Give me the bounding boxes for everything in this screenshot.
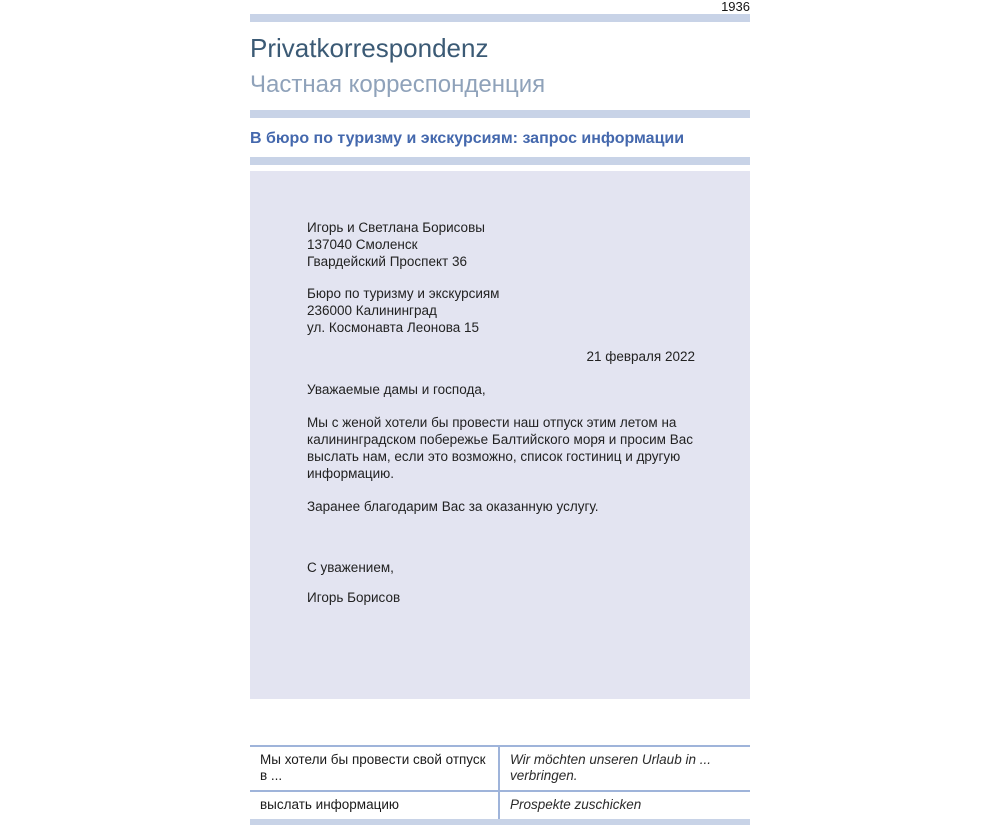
- page-title-russian: Частная корреспонденция: [250, 71, 546, 98]
- letter-signature: Игорь Борисов: [307, 590, 401, 605]
- page-number: 1936: [721, 0, 750, 14]
- phrase-german: Wir möchten unseren Urlaub in ... verbringen.: [510, 752, 711, 783]
- table-row: [250, 747, 750, 792]
- sender-address-line: 137040 Смоленск: [307, 237, 418, 252]
- letter-salutation: Уважаемые дамы и господа,: [307, 382, 486, 397]
- phrase-russian: Мы хотели бы провести свой отпуск в ...: [250, 747, 500, 790]
- recipient-address-block: [307, 285, 695, 336]
- letter-paragraph: Заранее благодарим Вас за оказанную услугу.: [307, 499, 599, 514]
- content-column: [250, 0, 750, 825]
- sender-address-block: [307, 219, 695, 270]
- page-title-german: Privatkorrespondenz: [250, 33, 489, 63]
- subtitle-accent-bar: [250, 110, 750, 118]
- phrase-german: Prospekte zuschicken: [510, 797, 642, 812]
- table-row: [250, 792, 750, 819]
- recipient-address-line: Бюро по туризму и экскурсиям: [307, 286, 500, 301]
- phrase-table: [250, 745, 750, 819]
- section-heading: В бюро по туризму и экскурсиям: запрос информации: [250, 130, 685, 147]
- recipient-address-line: 236000 Калининград: [307, 303, 437, 318]
- letter-date: 21 февраля 2022: [586, 349, 695, 364]
- sender-address-line: Гвардейский Проспект 36: [307, 254, 467, 269]
- sample-letter-card: [250, 171, 750, 699]
- phrase-russian: выслать информацию: [250, 792, 500, 819]
- sender-address-line: Игорь и Светлана Борисовы: [307, 220, 485, 235]
- letter-paragraph: Мы с женой хотели бы провести наш отпуск этим летом на калининградском побережье Балтийского моря и просим Вас выслать нам, если это возможно, список гостиниц и другую информацию.: [307, 415, 693, 481]
- section-accent-bar: [250, 157, 750, 165]
- bottom-accent-bar: [250, 819, 750, 825]
- letter-closing: С уважением,: [307, 560, 394, 575]
- recipient-address-line: ул. Космонавта Леонова 15: [307, 320, 480, 335]
- top-accent-bar: [250, 14, 750, 22]
